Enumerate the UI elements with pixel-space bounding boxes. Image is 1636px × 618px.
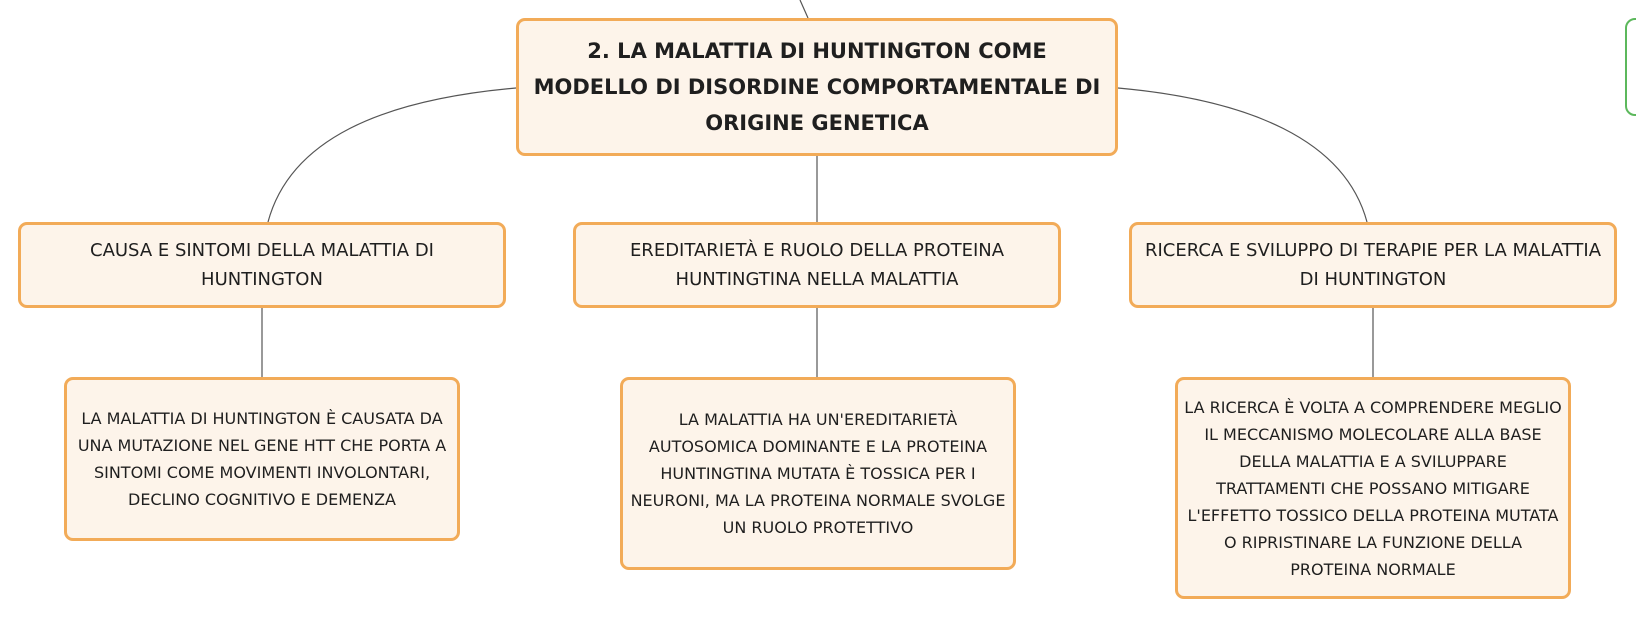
detail-node-ereditarieta[interactable] <box>620 377 1016 570</box>
detail-node-causa-sintomi[interactable] <box>64 377 460 541</box>
detail-text: LA RICERCA È VOLTA A COMPRENDERE MEGLIO IL MECCANISMO MOLECOLARE ALLA BASE DELLA MALATTIA E A SVILUPPARE TRATTAMENTI CHE POSSANO MITIGARE L'EFFETTO TOSSICO DELLA PROTEINA MUTATA O RIPRISTINARE LA FUNZIONE DELLA PROTEINA NORMALE <box>1184 397 1562 579</box>
topic-node-ereditarieta[interactable] <box>573 222 1061 308</box>
offscreen-sibling-node[interactable] <box>1625 18 1636 116</box>
connector-central-to-causa <box>268 88 516 222</box>
connector-parent-to-central <box>800 0 808 18</box>
detail-text: LA MALATTIA DI HUNTINGTON È CAUSATA DA UNA MUTAZIONE NEL GENE HTT CHE PORTA A SINTOMI COME MOVIMENTI INVOLONTARI, DECLINO COGNITIVO E DEMENZA <box>77 409 447 509</box>
topic-title: CAUSA E SINTOMI DELLA MALATTIA DI HUNTINGTON <box>90 240 434 290</box>
central-topic-node[interactable] <box>516 18 1118 156</box>
detail-node-ricerca-terapie[interactable] <box>1175 377 1571 599</box>
detail-text: LA MALATTIA HA UN'EREDITARIETÀ AUTOSOMICA DOMINANTE E LA PROTEINA HUNTINGTINA MUTATA È TOSSICA PER I NEURONI, MA LA PROTEINA NORMALE SVOLGE UN RUOLO PROTETTIVO <box>630 410 1006 537</box>
topic-node-ricerca-terapie[interactable] <box>1129 222 1617 308</box>
connector-central-to-ricerca <box>1118 88 1367 222</box>
topic-title: RICERCA E SVILUPPO DI TERAPIE PER LA MALATTIA DI HUNTINGTON <box>1144 240 1602 290</box>
topic-title: EREDITARIETÀ E RUOLO DELLA PROTEINA HUNTINGTINA NELLA MALATTIA <box>629 240 1005 290</box>
topic-node-causa-sintomi[interactable] <box>18 222 506 308</box>
central-topic-title: 2. LA MALATTIA DI HUNTINGTON COME MODELLO DI DISORDINE COMPORTAMENTALE DI ORIGINE GENETICA <box>533 39 1101 135</box>
